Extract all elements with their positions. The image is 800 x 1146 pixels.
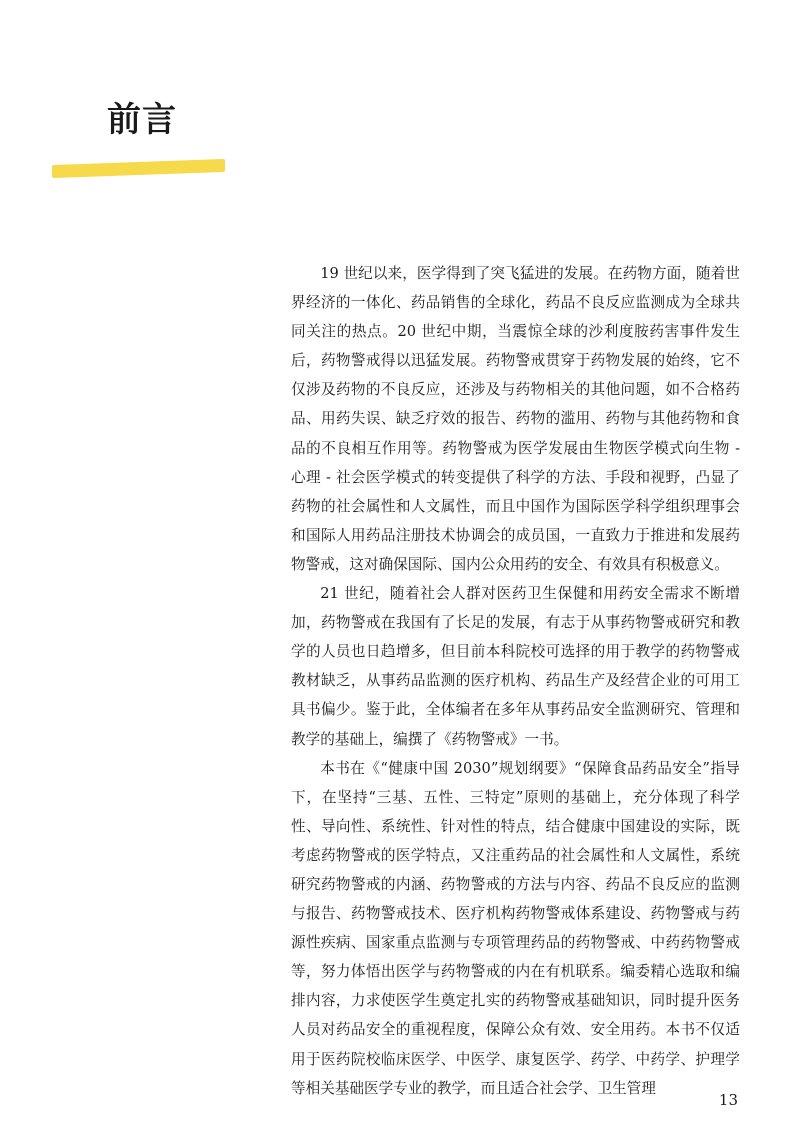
page-number: 13 — [718, 1091, 738, 1109]
paragraph-3: 本书在《“健康中国 2030”规划纲要》“保障食品药品安全”指导下，在坚持“三基、五性、三特定”原则的基础上，充分体现了科学性、导向性、系统性、针对性的特点，结合健康中国建设的实际，既考虑药物警戒的医学特点，又注重药品的社会属性和人文属性，系统研究药物警戒的内涵、药物警戒的方法与内容、药品不良反应的监测与报告、药物警戒技术、医疗机构药物警戒体系建设、药物警戒与药源性疾病、国家重点监测与专项管理药品的药物警戒、中药药物警戒等，努力体悟出医学与药物警戒的内在有机联系。编委精心选取和编排内容，力求使医学生奠定扎实的药物警戒基础知识，同时提升医务人员对药品安全的重视程度，保障公众有效、安全用药。本书不仅适用于医药院校临床医学、中医学、康复医学、药学、中药学、护理学等相关基础医学专业的教学，而且适合社会学、卫生管理 — [291, 759, 740, 1097]
title-underline-accent — [52, 159, 225, 178]
paragraph-1: 19 世纪以来，医学得到了突飞猛进的发展。在药物方面，随着世界经济的一体化、药品销售的全球化，药品不良反应监测成为全球共同关注的热点。20 世纪中期，当震惊全球的沙利度胺药害事件发生后，药物警戒得以迅猛发展。药物警戒贯穿于药物发展的始终，它不仅涉及药物的不良反应，还涉及与药物相关的其他问题，如不合格药品、用药失误、缺乏疗效的报告、药物的滥用、药物与其他药物和食品的不良相互作用等。药物警戒为医学发展由生物医学模式向生物 - 心理 - 社会医学模式的转变提供了科学的方法、手段和视野，凸显了药物的社会属性和人文属性，而且中国作为国际医学科学组织理事会和国际人用药品注册技术协调会的成员国，一直致力于推进和发展药物警戒，这对确保国际、国内公众用药的安全、有效具有积极意义。 — [291, 265, 740, 573]
page-title: 前言 — [107, 100, 177, 140]
body-text — [291, 259, 740, 1103]
paragraph-2: 21 世纪，随着社会人群对医药卫生保健和用药安全需求不断增加，药物警戒在我国有了长足的发展，有志于从事药物警戒研究和教学的人员也日趋增多，但目前本科院校可选择的用于教学的药物警戒教材缺乏，从事药品监测的医疗机构、药品生产及经营企业的可用工具书偏少。鉴于此，全体编者在多年从事药品安全监测研究、管理和教学的基础上，编撰了《药物警戒》一书。 — [291, 585, 740, 748]
